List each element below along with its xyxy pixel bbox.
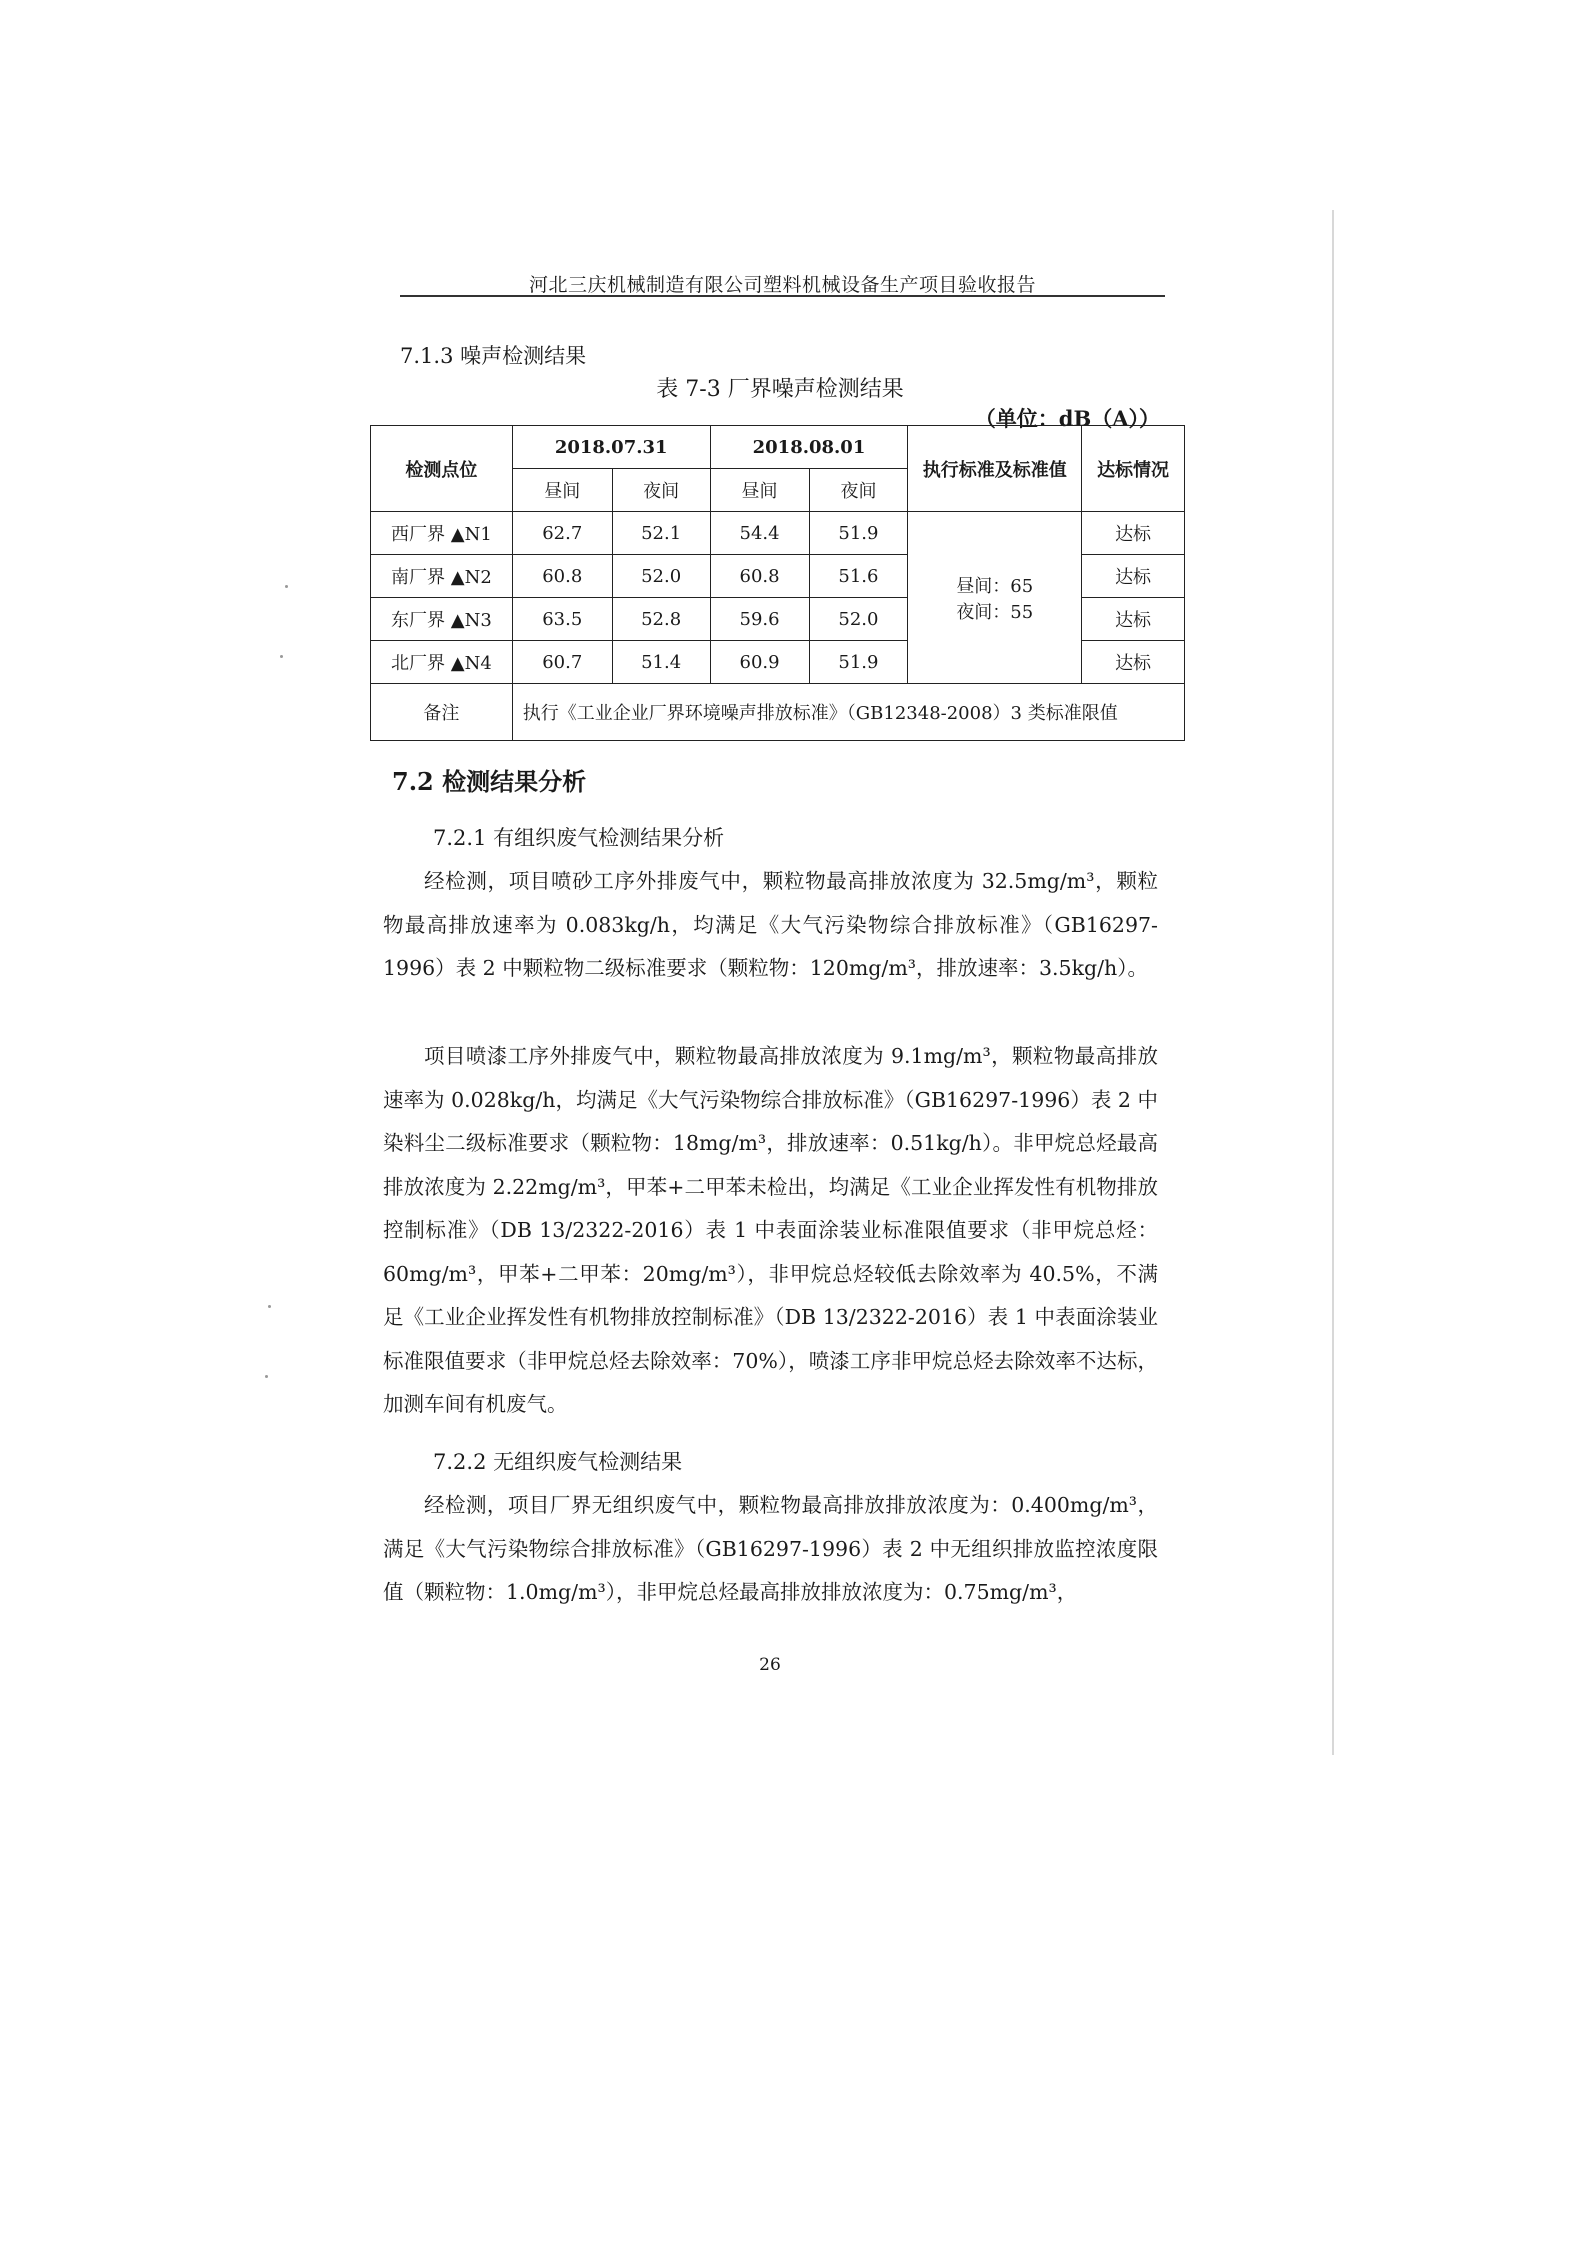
cell-value: 51.9	[809, 512, 908, 555]
table-title: 表 7-3 厂界噪声检测结果	[656, 377, 904, 402]
paragraph-painting: 项目喷漆工序外排废气中，颗粒物最高排放浓度为 9.1mg/m³，颗粒物最高排放速率为 0.028kg/h，均满足《大气污染物综合排放标准》（GB16297-1996）表 2 中染料尘二级标准要求（颗粒物：18mg/m³，排放速率：0.51kg/h）。非甲烷总烃最高排放浓度为 2.22mg/m³，甲苯+二甲苯未检出，均满足《工业企业挥发性有机物排放控制标准》（DB 13/2322-2016）表 1 中表面涂装业标准限值要求（非甲烷总烃：60mg/m³，甲苯+二甲苯：20mg/m³），非甲烷总烃较低去除效率为 40.5%，不满足《工业企业挥发性有机物排放控制标准》（DB 13/2322-2016）表 1 中表面涂装业标准限值要求（非甲烷总烃去除效率：70%），喷漆工序非甲烷总烃去除效率不达标，加测车间有机废气。	[383, 1044, 1158, 1416]
header-status: 达标情况	[1082, 426, 1185, 512]
cell-point: 北厂界 ▲N4	[371, 641, 513, 684]
header-rule	[400, 295, 1165, 297]
table-note-row	[371, 684, 1185, 741]
header-standard: 执行标准及标准值	[908, 426, 1082, 512]
cell-value: 59.6	[710, 598, 809, 641]
noise-results-table	[370, 425, 1185, 741]
section-heading-7-2-1: 7.2.1 有组织废气检测结果分析	[433, 826, 725, 850]
subheader-night: 夜间	[809, 469, 908, 512]
cell-status: 达标	[1082, 512, 1185, 555]
cell-point: 南厂界 ▲N2	[371, 555, 513, 598]
scan-speck	[280, 655, 283, 658]
table-unit: （单位：dB（A））	[974, 406, 1160, 431]
cell-point: 西厂界 ▲N1	[371, 512, 513, 555]
note-text: 执行《工业企业厂界环境噪声排放标准》（GB12348-2008）3 类标准限值	[512, 684, 1184, 741]
page-number: 26	[759, 1655, 781, 1675]
cell-standard	[908, 512, 1082, 684]
cell-value: 60.9	[710, 641, 809, 684]
header-point: 检测点位	[371, 426, 513, 512]
cell-value: 52.8	[612, 598, 710, 641]
cell-value: 51.6	[809, 555, 908, 598]
cell-value: 60.7	[512, 641, 612, 684]
scan-speck	[268, 1305, 271, 1308]
section-heading-7-2-2: 7.2.2 无组织废气检测结果	[433, 1450, 683, 1474]
cell-status: 达标	[1082, 555, 1185, 598]
cell-value: 51.9	[809, 641, 908, 684]
subheader-night: 夜间	[612, 469, 710, 512]
cell-value: 60.8	[512, 555, 612, 598]
paragraph-sandblasting: 经检测，项目喷砂工序外排废气中，颗粒物最高排放浓度为 32.5mg/m³，颗粒物最高排放速率为 0.083kg/h，均满足《大气污染物综合排放标准》（GB16297-1996）表 2 中颗粒物二级标准要求（颗粒物：120mg/m³，排放速率：3.5kg/h）。	[383, 869, 1158, 980]
subheader-day: 昼间	[710, 469, 809, 512]
scan-speck	[265, 1375, 268, 1378]
cell-status: 达标	[1082, 598, 1185, 641]
cell-value: 52.0	[612, 555, 710, 598]
note-label: 备注	[371, 684, 513, 741]
header-date-2: 2018.08.01	[710, 426, 908, 469]
document-header: 河北三庆机械制造有限公司塑料机械设备生产项目验收报告	[528, 274, 1036, 296]
cell-value: 52.1	[612, 512, 710, 555]
scan-speck	[285, 585, 288, 588]
scan-page-edge	[1332, 210, 1334, 1755]
standard-day: 昼间：65	[956, 575, 1034, 597]
cell-value: 54.4	[710, 512, 809, 555]
cell-value: 63.5	[512, 598, 612, 641]
paragraph-fugitive: 经检测，项目厂界无组织废气中，颗粒物最高排放排放浓度为：0.400mg/m³，满足《大气污染物综合排放标准》（GB16297-1996）表 2 中无组织排放监控浓度限值（颗粒物：1.0mg/m³），非甲烷总烃最高排放排放浓度为：0.75mg/m³，	[383, 1493, 1158, 1604]
standard-night: 夜间：55	[956, 601, 1034, 623]
table-header-row	[371, 426, 1185, 469]
table-row	[371, 512, 1185, 555]
cell-value: 51.4	[612, 641, 710, 684]
cell-value: 60.8	[710, 555, 809, 598]
cell-status: 达标	[1082, 641, 1185, 684]
cell-point: 东厂界 ▲N3	[371, 598, 513, 641]
section-heading-7-1-3: 7.1.3 噪声检测结果	[400, 344, 587, 368]
cell-value: 62.7	[512, 512, 612, 555]
subheader-day: 昼间	[512, 469, 612, 512]
cell-value: 52.0	[809, 598, 908, 641]
header-date-1: 2018.07.31	[512, 426, 710, 469]
section-heading-7-2: 7.2 检测结果分析	[392, 767, 587, 796]
